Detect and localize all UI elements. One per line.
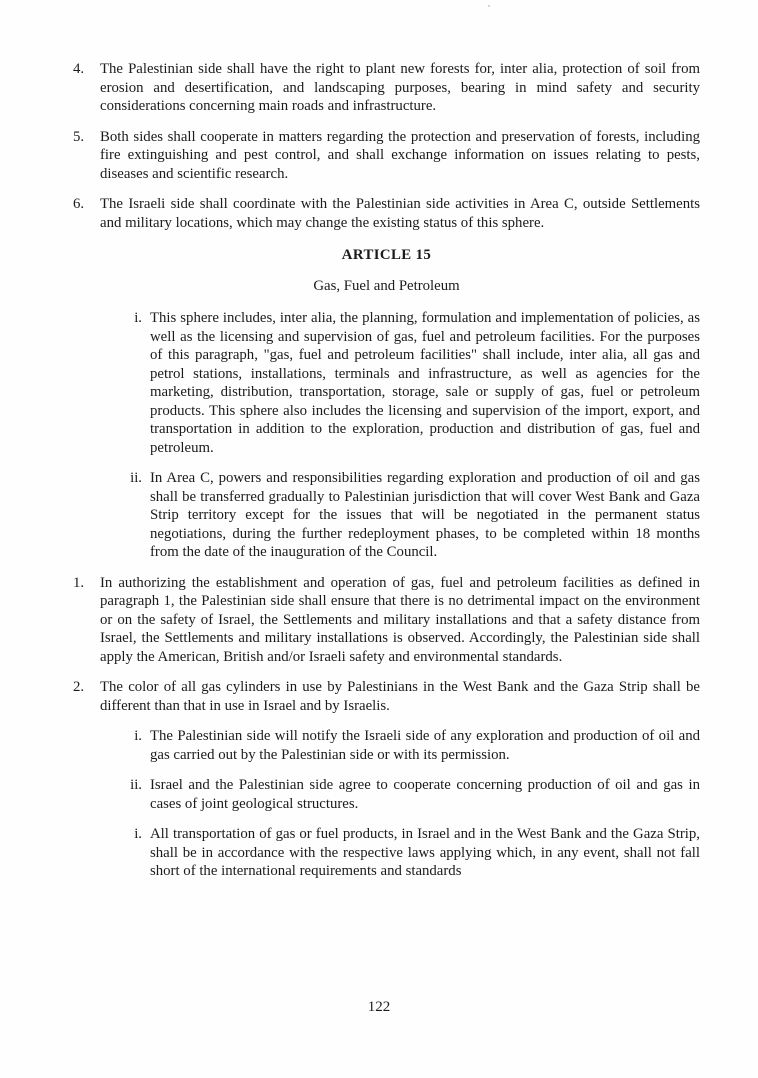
subclause-ii xyxy=(122,776,700,813)
subclause-i-first xyxy=(122,727,700,764)
paragraph-marker: 2. xyxy=(73,679,85,695)
clause-i xyxy=(122,309,700,457)
paragraph-4 xyxy=(73,60,700,116)
paragraph-marker: 5. xyxy=(73,128,85,145)
clause-marker: i. xyxy=(134,728,142,744)
paragraph-text: The Israeli side shall coordinate with the Palestinian side activities in Area C, outside Settlements and military locations, which may change the existing status of this sphere. xyxy=(100,196,700,231)
clause-text: This sphere includes, inter alia, the planning, formulation and implementation of policies, as well as the licensing and supervision of gas, fuel and petroleum facilities. For the purposes of this paragraph, "gas, fuel and petroleum facilities" shall include, inter alia, all gas and petrol stations, installations, terminals and infrastructure, as well as agencies for the marketing, distribution, transportation, storage, sale or supply of gas, fuel or petroleum products. This sphere also includes the licensing and supervision of the import, export, and transportation in addition to the exploration, production and distribution of gas, fuel and petroleum. xyxy=(150,310,700,456)
clause-text: The Palestinian side will notify the Israeli side of any exploration and production of oil and gas carried out by the Palestinian side or with its permission. xyxy=(150,728,700,763)
paragraph-marker: 6. xyxy=(73,196,85,212)
page-number: 122 xyxy=(367,999,391,1015)
paragraph-2 xyxy=(73,678,700,715)
subclause-i-second xyxy=(122,825,700,881)
document-body xyxy=(73,60,700,893)
paragraph-marker: 1. xyxy=(73,574,85,591)
clause-ii xyxy=(122,469,700,562)
clause-text: All transportation of gas or fuel products, in Israel and in the West Bank and the Gaza Strip, shall be in accordance with the respective laws applying which, in any event, shall not fall short of the international requirements and standards xyxy=(150,826,700,879)
clause-marker: ii. xyxy=(130,470,142,486)
clause-marker: i. xyxy=(134,826,142,842)
clause-text: In Area C, powers and responsibilities regarding exploration and production of oil and gas shall be transferred gradually to Palestinian jurisdiction that will cover West Bank and Gaza Strip territory except for the issues that will be negotiated in the permanent status negotiations, during the further redeployment phases, to be completed within 18 months from the date of the inauguration of the Council. xyxy=(150,470,700,560)
paragraph-1 xyxy=(73,574,700,667)
article-heading: ARTICLE 15 xyxy=(341,247,432,263)
clause-marker: ii. xyxy=(130,777,142,793)
paragraph-text: In authorizing the establishment and operation of gas, fuel and petroleum facilities as defined in paragraph 1, the Palestinian side shall ensure that there is no detrimental impact on the environment or on the safety of Israel, the Settlements and military installations and that a safety distance from Israel, the Settlements and military installations is observed. Accordingly, the Palestinian side shall apply the American, British and/or Israeli safety and environmental standards. xyxy=(100,574,700,665)
paragraph-text: The Palestinian side shall have the right to plant new forests for, inter alia, protection of soil from erosion and desertification, and landscaping purposes, bearing in mind safety and security considerations concerning main roads and infrastructure. xyxy=(100,61,700,114)
clause-marker: i. xyxy=(134,310,142,326)
article-subtitle: Gas, Fuel and Petroleum xyxy=(313,277,460,294)
clause-text: Israel and the Palestinian side agree to cooperate concerning production of oil and gas in cases of joint geological structures. xyxy=(150,777,700,812)
paragraph-5 xyxy=(73,128,700,184)
paragraph-6 xyxy=(73,195,700,232)
paragraph-text: Both sides shall cooperate in matters regarding the protection and preservation of forests, including fire extinguishing and pest control, and shall exchange information on issues relating to pests, diseases and scientific research. xyxy=(100,128,700,182)
scan-artifact-dot xyxy=(488,5,490,7)
paragraph-marker: 4. xyxy=(73,61,85,77)
paragraph-text: The color of all gas cylinders in use by Palestinians in the West Bank and the Gaza Strip shall be different than that in use in Israel and by Israelis. xyxy=(100,679,700,714)
